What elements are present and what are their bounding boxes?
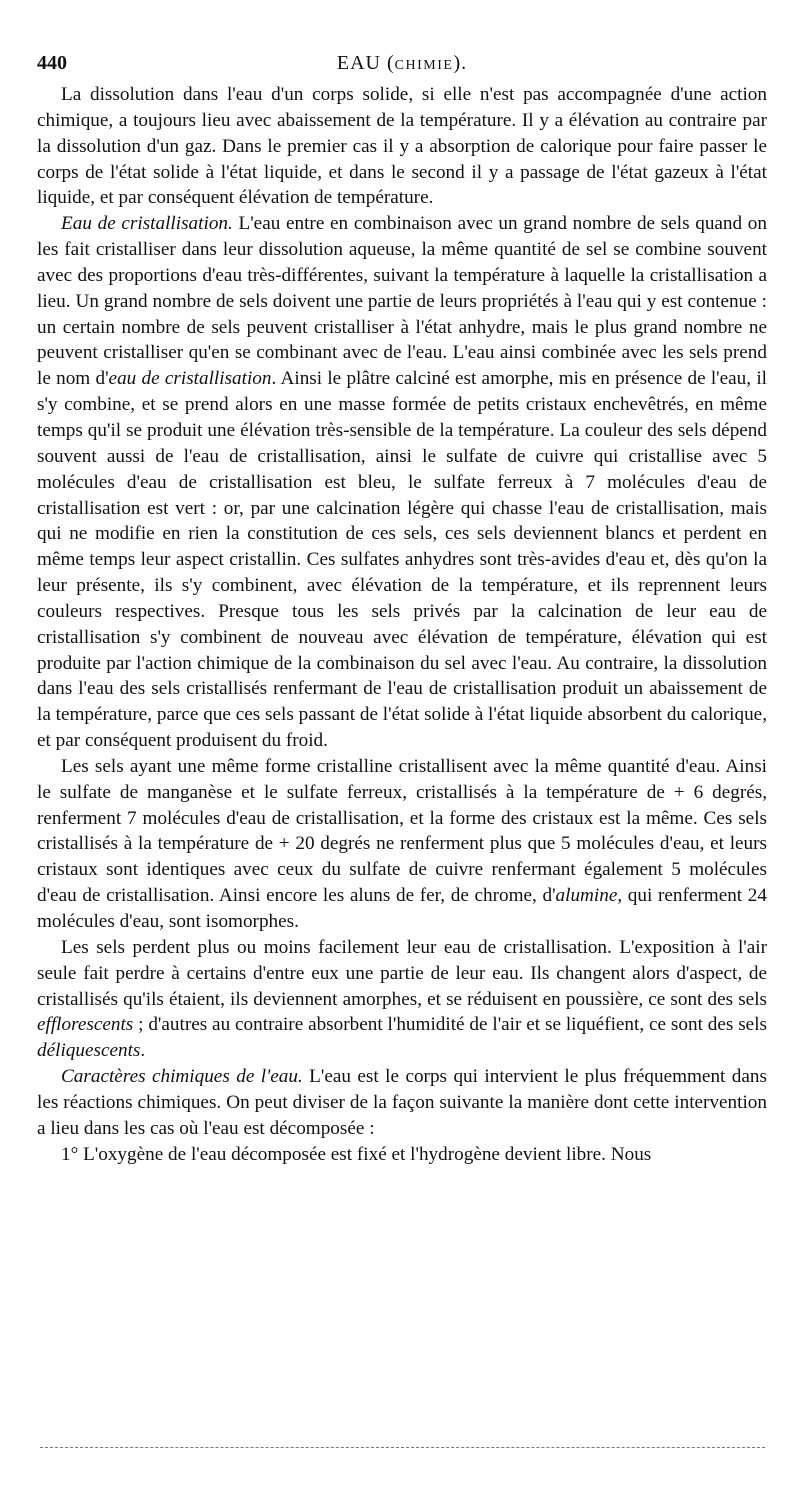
paragraph-oxygene bbox=[37, 1142, 767, 1168]
paragraph-text: ; d'autres au contraire absorbent l'humidité de l'air et se liquéfient, ce sont des sels bbox=[133, 1014, 767, 1036]
paragraph-text: Les sels perdent plus ou moins facilement leur eau de cristallisation. L'exposition à l'air seule fait perdre à certains d'entre eux une partie de leur eau. Ils changent alors d'aspect, de cristallisés qu'ils étaient, ils deviennent amorphes, et se réduisent en poussière, ce sont des sels bbox=[37, 936, 767, 1010]
running-title bbox=[37, 48, 767, 81]
paragraph-text: Les sels ayant une même forme cristalline cristallisent avec la même quantité d'eau. Ainsi le sulfate de manganèse et le sulfate ferreux, cristallisés à la température de + 6 degrés, renferment 7 molécules d'eau de cristallisation, et la forme des cristaux est la même. Ces sels cristallisés à la température de + 20 degrés ne renferment plus que 5 molécules d'eau, et leurs cristaux sont identiques avec ceux du sulfate de cuivre renfermant également 5 molécules d'eau de cristallisation. Ainsi encore les aluns de fer, de chrome, d' bbox=[37, 755, 767, 907]
paragraph-caracteres-chimiques bbox=[37, 1064, 767, 1142]
running-title-end: ). bbox=[453, 52, 468, 74]
paragraph-isomorphes bbox=[37, 754, 767, 935]
paragraph-text: L'eau est le corps qui intervient le plus fréquemment dans les réactions chimiques. On peut diviser de la façon suivante la manière dont cette intervention a lieu dans les cas où l'eau est décomposée : bbox=[37, 1066, 767, 1139]
paragraph-dissolution bbox=[37, 82, 767, 211]
paragraph-eau-de-cristallisation bbox=[37, 211, 767, 754]
term-deliquescents: déliquescents bbox=[37, 1040, 141, 1062]
paragraph-text: 1° L'oxygène de l'eau décomposée est fixé et l'hydrogène devient libre. Nous bbox=[61, 1143, 652, 1165]
section-heading-caracteres: Caractères chimiques de l'eau. bbox=[61, 1066, 303, 1088]
section-heading-cristallisation: Eau de cristallisation. bbox=[61, 213, 233, 235]
body-text bbox=[37, 82, 767, 1167]
term-efflorescents: efflorescents bbox=[37, 1014, 134, 1036]
term-alumine: alumine bbox=[555, 885, 618, 907]
running-title-main: EAU ( bbox=[336, 52, 395, 74]
book-page bbox=[37, 48, 767, 1167]
paragraph-text: La dissolution dans l'eau d'un corps solide, si elle n'est pas accompagnée d'une action chimique, a toujours lieu avec abaissement de la température. Il y a élévation au contraire par la dissolution d'un gaz. Dans le premier cas il y a absorption de calorique pour faire passer le corps de l'état solide à l'état liquide, et dans le second il y a passage de l'état gazeux à l'état liquide, et par conséquent élévation de température. bbox=[37, 84, 767, 209]
term-eau-de-cristallisation: eau de cristallisation bbox=[108, 368, 272, 390]
running-title-small-caps: CHIMIE bbox=[394, 58, 454, 73]
page-header bbox=[37, 48, 767, 78]
paragraph-text: . bbox=[140, 1040, 146, 1062]
paragraph-text: . Ainsi le plâtre calciné est amorphe, mis en présence de l'eau, il s'y combine, et se prend alors en une masse formée de petits cristaux enchevêtrés, en même temps qu'il se produit une élévation très-sensible de la température. La couleur des sels dépend souvent aussi de l'eau de cristallisation, ainsi le sulfate de cuivre qui cristallise avec 5 molécules d'eau de cristallisation est bleu, le sulfate ferreux à 7 molécules d'eau de cristallisation est vert : or, par une calcination légère qui chasse l'eau de cristallisation, mais qui ne modifie en rien la constitution de ces sels, ces sels deviennent blancs et perdent en même temps leur aspect cristallin. Ces sulfates anhydres sont très-avides d'eau et, dès qu'on la leur présente, ils s'y combinent, avec élévation de la température, et ils reprennent leurs couleurs respectives. Presque tous les sels privés par la calcination de leur eau de cristallisation s'y combinent de nouveau avec élévation de température, élévation qui est produite par l'action chimique de la combinaison du sel avec l'eau. Au contraire, la dissolution dans l'eau des sels cristallisés renfermant de l'eau de cristallisation produit un abaissement de la température, parce que ces sels passant de l'état solide à l'état liquide absorbent du calorique, et par conséquent produisent du froid. bbox=[37, 368, 767, 752]
paragraph-text: , qui renferment 24 molécules d'eau, sont isomorphes. bbox=[37, 885, 767, 932]
bottom-dashed-rule bbox=[40, 1447, 765, 1448]
paragraph-efflorescents bbox=[37, 935, 767, 1064]
paragraph-text: L'eau entre en combinaison avec un grand nombre de sels quand on les fait cristalliser dans leur dissolution aqueuse, la même quantité de sel se combine souvent avec des proportions d'eau très-différentes, suivant la température à laquelle la cristallisation a lieu. Un grand nombre de sels doivent une partie de leurs propriétés à l'eau qui y est contenue : un certain nombre de sels peuvent cristalliser à l'état anhydre, mais le plus grand nombre ne peuvent cristalliser qu'en se combinant avec de l'eau. L'eau ainsi combinée avec les sels prend le nom d' bbox=[37, 213, 767, 390]
page-number: 440 bbox=[37, 52, 67, 74]
